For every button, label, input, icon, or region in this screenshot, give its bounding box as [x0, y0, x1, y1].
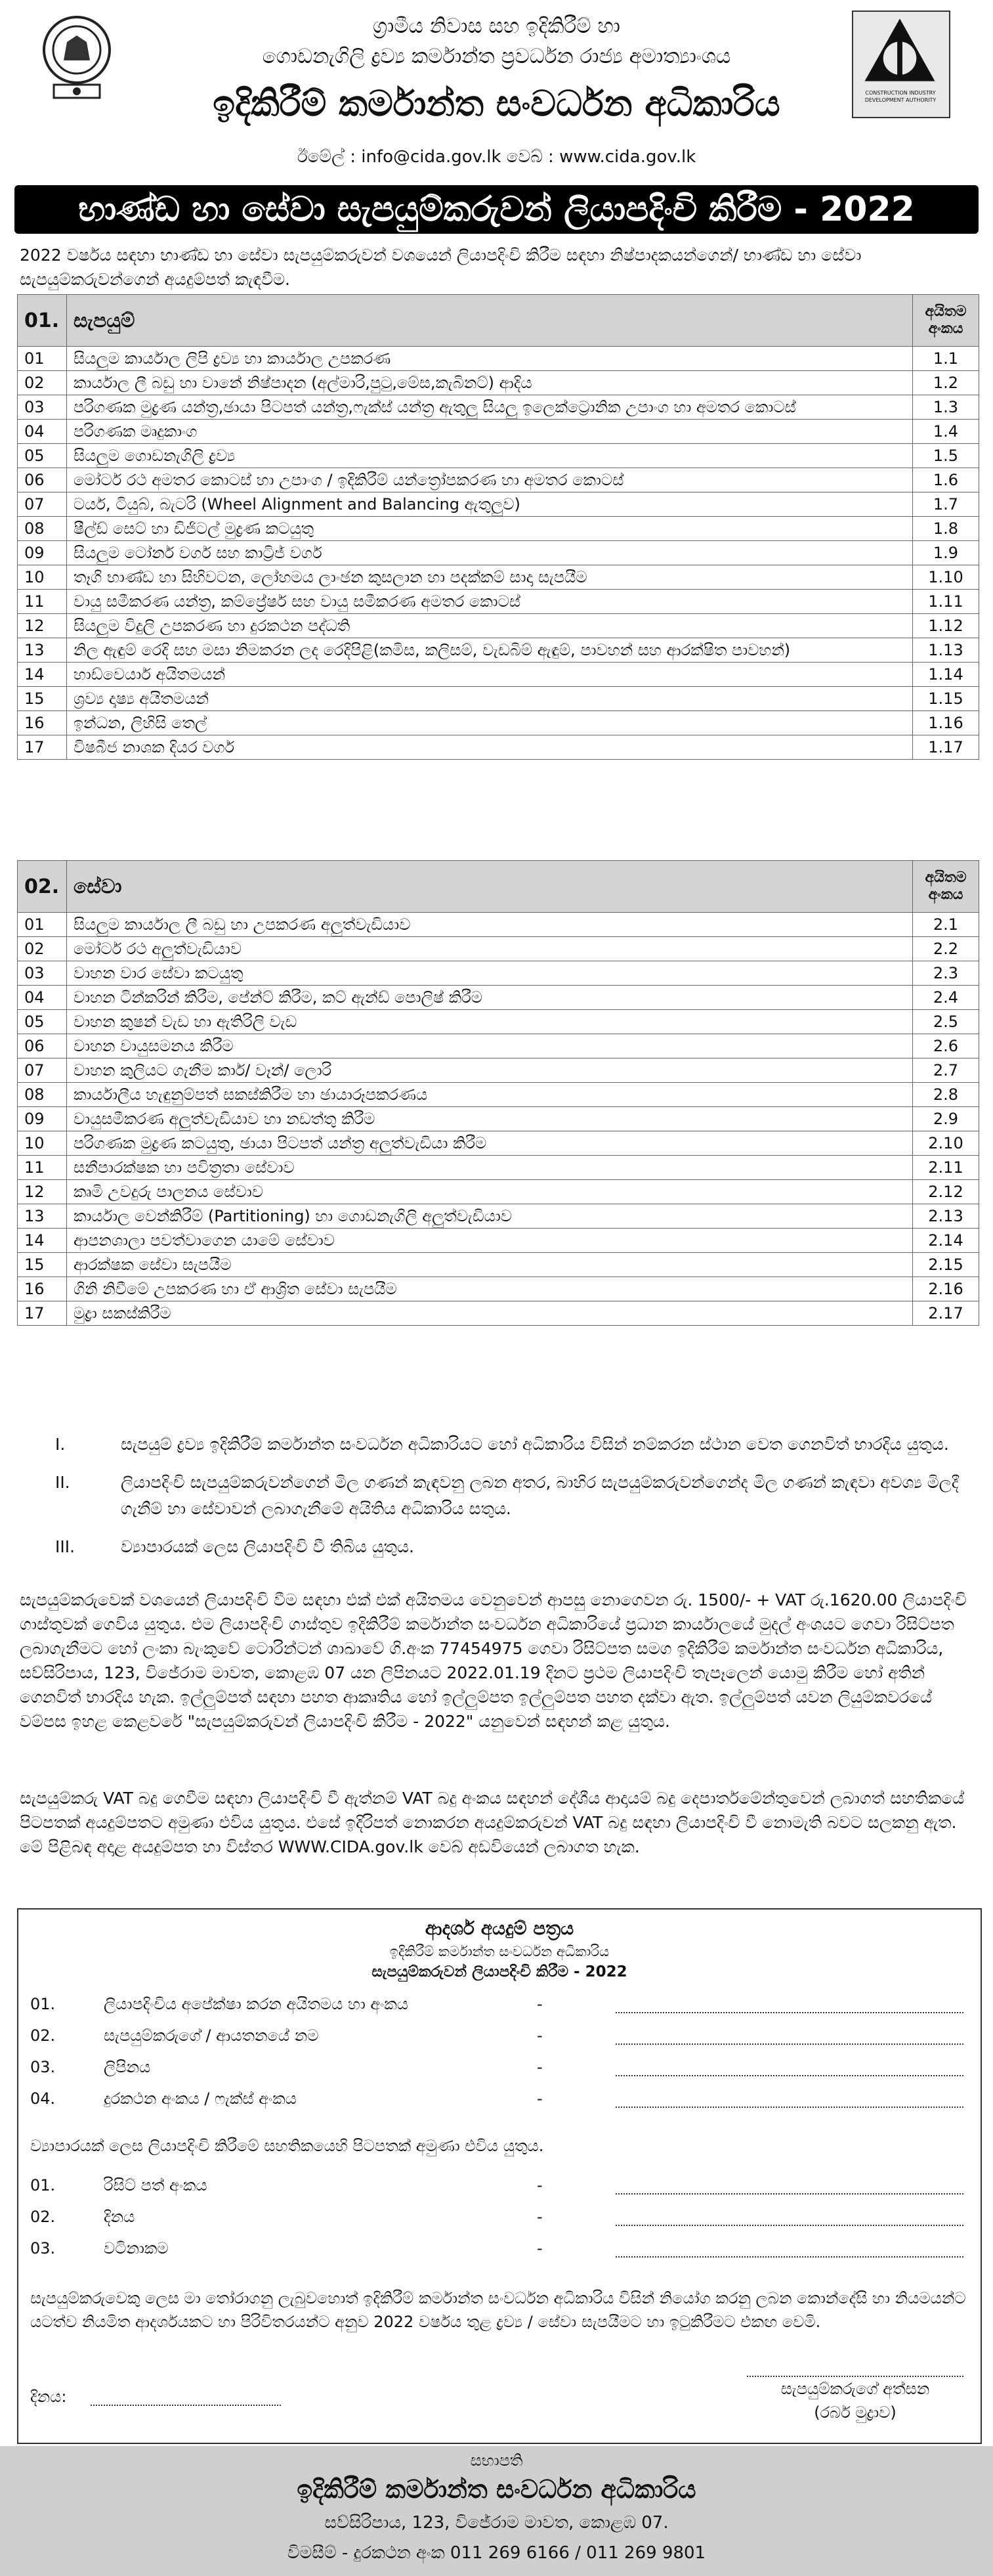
row-number: 06: [18, 1034, 67, 1059]
item-code: 1.4: [913, 420, 979, 444]
item-code: 1.16: [913, 711, 979, 735]
row-number: 02: [18, 937, 67, 961]
footer: [0, 2446, 993, 2576]
form-row-input-line[interactable]: [616, 2075, 963, 2076]
row-description: සියලුම විදුලි උපකරණ හා දුරකථන පද්ධති: [67, 614, 913, 638]
item-code: 1.7: [913, 492, 979, 517]
table-row: [18, 1180, 979, 1204]
row-number: 08: [18, 1083, 67, 1107]
row-number: 04: [18, 986, 67, 1010]
row-number: 05: [18, 444, 67, 468]
item-code: 2.8: [913, 1083, 979, 1107]
table-row: [18, 1083, 979, 1107]
form-seal-label: (රබර් මුද්‍රාව): [814, 2403, 897, 2422]
row-description: නිල ඇඳුම් රෙදි සහ මසා නිමකරන ලද රෙදිපිළි(කමිස, කලිසම්, වැඩබිම් ඇඳුම්, පාවහන් සහ ආරක්ෂිත පාවහන්): [67, 638, 913, 663]
form-row-input-line[interactable]: [616, 2043, 963, 2045]
row-description: වාහන වායුසමනය කිරීම: [67, 1034, 913, 1059]
item-code: 1.15: [913, 687, 979, 711]
table-row: [18, 590, 979, 614]
row-description: වාහන වාර සේවා කටයුතු: [67, 961, 913, 986]
cida-logo-icon: [853, 12, 946, 89]
intro-text: 2022 වර්ෂය සඳහා භාණ්ඩ හා සේවා සැපයුම්කරුවන් වශයෙන් ලියාපදිංචි කිරීම සඳහා නිෂ්පාදකයන්ගෙන්/ භාණ්ඩ හා සේවා සැපයුම්කරුවන්ගෙන් අයදුම්පත් කැඳවීම.: [20, 246, 862, 289]
item-code: 2.13: [913, 1204, 979, 1229]
form-row-label: රිසිට් පත් අංකය: [104, 2176, 207, 2194]
row-number: 02: [18, 371, 67, 395]
row-number: 09: [18, 541, 67, 565]
table-row: [18, 937, 979, 961]
row-number: 17: [18, 1301, 67, 1326]
note-text: ව්‍යාපාරයක් ලෙස ලියාපදිංචි වී තිබිය යුතුය.: [121, 1537, 414, 1556]
row-number: 08: [18, 517, 67, 541]
table-row: [18, 1301, 979, 1326]
row-description: ආපනශාලා පවත්වාගෙන යාමේ සේවාව: [67, 1229, 913, 1253]
row-number: 12: [18, 1180, 67, 1204]
row-description: කෘමි උවදුරු පාලනය සේවාව: [67, 1180, 913, 1204]
form-subtitle: ඉදිකිරීම් කර්මාන්ත සංවර්ධන අධිකාරිය: [389, 1944, 610, 1959]
row-number: 06: [18, 468, 67, 492]
item-code: 1.14: [913, 663, 979, 687]
row-number: 13: [18, 638, 67, 663]
row-description: වාහන ටින්කරින් කිරීම, පේන්ට් කිරීම, කට් ඇන්ඩ් පොලිෂ් කිරීම: [67, 986, 913, 1010]
row-number: 10: [18, 565, 67, 590]
row-description: ඉන්ධන, ලිහිසි තෙල්: [67, 711, 913, 735]
form-row-dash: -: [537, 2176, 543, 2194]
form-row-dash: -: [537, 1995, 543, 2013]
row-description: කාර්යාල ලී බඩු හා වානේ නිෂ්පාදන (අල්මාරි,පුටු,මේස,කැබිනට්) ආදිය: [67, 371, 913, 395]
item-code: 2.9: [913, 1107, 979, 1131]
table-row: [18, 565, 979, 590]
supplies-code-header: අයිතම අංකය: [913, 295, 979, 347]
page-banner: භාණ්ඩ හා සේවා සැපයුම්කරුවන් ලියාපදිංචි කිරීම - 2022: [14, 185, 979, 234]
item-code: 2.1: [913, 913, 979, 937]
row-description: තෑගි භාණ්ඩ හා සිහිවටන, ලෝහමය ලාංඡන කුසලාන හා පදක්කම් සාදා සැපයීම: [67, 565, 913, 590]
form-row-number: 02.: [30, 2208, 56, 2226]
row-number: 15: [18, 687, 67, 711]
form-row-label: දුරකථන අංකය / ෆැක්ස් අංකය: [104, 2089, 297, 2108]
table-row: [18, 1204, 979, 1229]
table-row: [18, 711, 979, 735]
note-numeral: III.: [55, 1537, 75, 1556]
row-description: මුද්‍රා සකස්කිරීම: [67, 1301, 913, 1326]
note-item: [55, 1534, 974, 1560]
form-row-label: ලියාපදිංචිය අපේක්ෂා කරන අයිතමය හා අංකය: [104, 1995, 409, 2013]
row-description: කාර්යාලීය හැඳුනුම්පත් සකස්කිරීම හා ඡායාරූපකරණය: [67, 1083, 913, 1107]
table-row: [18, 913, 979, 937]
row-description: හාඩ්වෙයාර් අයිතමයන්: [67, 663, 913, 687]
form-signature-label: සැපයුම්කරුගේ අත්සන: [780, 2380, 930, 2398]
item-code: 1.9: [913, 541, 979, 565]
item-code: 1.17: [913, 735, 979, 760]
row-number: 07: [18, 492, 67, 517]
row-number: 01: [18, 347, 67, 371]
row-number: 01: [18, 913, 67, 937]
row-number: 15: [18, 1253, 67, 1277]
footer-phones: විමසීම් - දුරකථන අංක 011 269 6166 / 011 269 9801: [287, 2543, 706, 2563]
note-numeral: II.: [55, 1473, 70, 1492]
row-number: 11: [18, 1156, 67, 1180]
form-row-dash: -: [537, 2089, 543, 2108]
table-row: [18, 444, 979, 468]
sample-application-form: [17, 1908, 982, 2444]
table-row: [18, 420, 979, 444]
row-description: සියලුම ගොඩනැගිලි ද්‍රව්‍ය: [67, 444, 913, 468]
form-row-label: ලිපිනය: [104, 2058, 151, 2076]
row-description: ෂීල්ඩ් සෙට් හා ඩිජිටල් මුද්‍රණ කටයුතු: [67, 517, 913, 541]
item-code: 1.11: [913, 590, 979, 614]
form-signature-line[interactable]: [747, 2376, 963, 2377]
item-code: 1.6: [913, 468, 979, 492]
item-code: 2.15: [913, 1253, 979, 1277]
form-row-dash: -: [537, 2058, 543, 2076]
supplies-table: [17, 294, 979, 760]
table-row: [18, 735, 979, 760]
header: [0, 0, 993, 184]
row-description: මෝටර් රථ අමතර කොටස් හා උපාංග / ඉදිකිරීම් යන්ත්‍රෝපකරණ හා අමතර කොටස්: [67, 468, 913, 492]
note-item: [55, 1431, 974, 1458]
services-header-row: [18, 861, 979, 913]
item-code: 2.11: [913, 1156, 979, 1180]
form-row-dash: -: [537, 2239, 543, 2258]
services-code-header: අයිතම අංකය: [913, 861, 979, 913]
row-description: වායුසමීකරණ අලුත්වැඩියාව හා නඩත්තු කිරීම: [67, 1107, 913, 1131]
row-number: 05: [18, 1010, 67, 1034]
row-number: 13: [18, 1204, 67, 1229]
form-row-number: 02.: [30, 2026, 56, 2045]
row-number: 10: [18, 1131, 67, 1156]
table-row: [18, 663, 979, 687]
row-description: විෂබීජ නාශක දියර වර්ග: [67, 735, 913, 760]
form-row-dash: -: [537, 2208, 543, 2226]
item-code: 1.10: [913, 565, 979, 590]
row-description: ගිනි නිවීමේ උපකරණ හා ඒ ආශ්‍රිත සේවා සැපයීම: [67, 1277, 913, 1301]
footer-authority: ඉදිකිරීම් කර්මාන්ත සංවර්ධන අධිකාරිය: [297, 2475, 696, 2504]
item-code: 2.2: [913, 937, 979, 961]
item-code: 1.1: [913, 347, 979, 371]
cida-logo-caption: CONSTRUCTION INDUSTRY DEVELOPMENT AUTHORITY: [864, 90, 937, 103]
row-number: 16: [18, 711, 67, 735]
table-row: [18, 1277, 979, 1301]
item-code: 1.12: [913, 614, 979, 638]
form-row-number: 01.: [30, 1995, 56, 2013]
note-numeral: I.: [55, 1435, 66, 1454]
row-description: පරිගණක මුද්‍රණ යන්ත්‍ර,ඡායා පිටපත් යන්ත්‍ර,ෆැක්ස් යන්ත්‍ර ඇතුලු සියලු ඉලෙක්ට්‍රොනික උපාංග හා අමතර කොටස්: [67, 395, 913, 420]
item-code: 1.3: [913, 395, 979, 420]
ministry-line-1: ග්‍රාමීය නිවාස සහ ඉදිකිරීම් හා: [373, 14, 620, 38]
table-row: [18, 371, 979, 395]
row-number: 16: [18, 1277, 67, 1301]
row-description: සියලුම කාර්යාල ලිපි ද්‍රව්‍ය හා කාර්යාල උපකරණ: [67, 347, 913, 371]
supplies-section-number: 01.: [18, 295, 67, 347]
item-code: 1.5: [913, 444, 979, 468]
footer-chair: සභාපති: [470, 2451, 523, 2470]
row-number: 03: [18, 395, 67, 420]
table-row: [18, 1253, 979, 1277]
row-description: පරිගණක මුද්‍රණ කටයුතු, ඡායා පිටපත් යන්ත්‍ර අලුත්වැඩියා කිරීම: [67, 1131, 913, 1156]
form-row-label: දිනය: [104, 2208, 135, 2226]
form-row-label: සැපයුම්කරුගේ / ආයතනයේ නම: [104, 2026, 319, 2045]
row-description: වායු සමීකරණ යන්ත්‍ර, කම්ප්‍රේෂර් සහ වායු සමීකරණ අමතර කොටස්: [67, 590, 913, 614]
table-row: [18, 1010, 979, 1034]
row-number: 14: [18, 1229, 67, 1253]
form-row-dash: -: [537, 2026, 543, 2045]
form-row-input-line[interactable]: [616, 2256, 963, 2258]
supplies-header-row: [18, 295, 979, 347]
item-code: 2.5: [913, 1010, 979, 1034]
row-number: 09: [18, 1107, 67, 1131]
table-row: [18, 961, 979, 986]
row-number: 11: [18, 590, 67, 614]
row-description: සනීපාරක්ෂක හා පවිත්‍රතා සේවාව: [67, 1156, 913, 1180]
services-section-title: සේවා: [67, 861, 913, 913]
table-row: [18, 492, 979, 517]
row-number: 04: [18, 420, 67, 444]
contact-line: ඊමේල් : info@cida.gov.lk වෙබ් : www.cida.gov.lk: [297, 147, 696, 167]
table-row: [18, 1131, 979, 1156]
item-code: 2.3: [913, 961, 979, 986]
note-text: ලියාපදිංචි සැපයුම්කරුවන්ගෙන් මිල ගණන් කැඳවනු ලබන අතර, බාහිර සැපයුම්කරුවන්ගෙන්ද මිල ගණන් කැඳවා අවශ්‍ය මිලදී ගැනීම් හා සේවාවන් ලබාගැනීමේ අයිතිය අධිකාරිය සතුය.: [121, 1473, 959, 1518]
row-description: සියලුම කාර්යාල ලී බඩු හා උපකරණ අලුත්වැඩියාව: [67, 913, 913, 937]
form-row-input-line[interactable]: [616, 2193, 963, 2194]
table-row: [18, 1107, 979, 1131]
row-description: කාර්යාල වෙන්කිරීම් (Partitioning) හා ගොඩනැගිලි අලුත්වැඩියාව: [67, 1204, 913, 1229]
form-row-number: 01.: [30, 2176, 56, 2194]
table-row: [18, 1059, 979, 1083]
ministry-line-2: ගොඩනැගිලි ද්‍රව්‍ය කර්මාන්ත ප්‍රවර්ධන රාජ්‍ය අමාත්‍යාංශය: [262, 45, 731, 68]
supplies-section-title: සැපයුම්: [67, 295, 913, 347]
table-row: [18, 517, 979, 541]
row-description: වාහන කුලියට ගැනීම කාර්/ වෑන්/ ලොරි: [67, 1059, 913, 1083]
row-description: ටයර්, ටියුබ්, බැටරි (Wheel Alignment and Balancing ඇතුලුව): [67, 492, 913, 517]
row-description: පරිගණක මෘදුකාංග: [67, 420, 913, 444]
services-table: [17, 860, 979, 1326]
table-row: [18, 1229, 979, 1253]
table-row: [18, 541, 979, 565]
form-declaration: සැපයුම්කරුවෙකු ලෙස මා තෝරාගනු ලැබුවහොත් ඉදිකිරීම් කර්මාන්ත සංවර්ධන අධිකාරිය විසින් නියෝග කරනු ලබන කොන්දේසි හා නියමයන්ට යටත්ව නියමිත ආදර්ශයකට හා පිරිවිතරයන්ට අනුව 2022 වර්ෂය තුළ ද්‍රව්‍ය / සේවා සැපයීමට හා ඉටුකිරීමට එකඟ වෙමි.: [30, 2289, 966, 2331]
table-row: [18, 986, 979, 1010]
item-code: 1.8: [913, 517, 979, 541]
row-description: මෝටර් රථ අලුත්වැඩියාව: [67, 937, 913, 961]
row-number: 03: [18, 961, 67, 986]
row-number: 14: [18, 663, 67, 687]
item-code: 1.13: [913, 638, 979, 663]
form-subtitle-2: සැපයුම්කරුවන් ලියාපදිංචි කිරීම - 2022: [371, 1963, 627, 1980]
row-number: 07: [18, 1059, 67, 1083]
item-code: 2.6: [913, 1034, 979, 1059]
item-code: 2.10: [913, 1131, 979, 1156]
form-row-number: 03.: [30, 2058, 56, 2076]
vat-paragraph: සැපයුම්කරු VAT බදු ගෙවීම සඳහා ලියාපදිංචි වී ඇත්නම් VAT බදු අංකය සඳහන් දේශීය ආදායම් බදු දෙපාර්තමේන්තුවෙන් ලබාගත් සහතිකයේ පිටපතක් අයදුම්පතට අමුණා එවිය යුතුය. එසේ ඉදිරිපත් නොකරන අයදුම්කරුවන් VAT බදු සඳහා ලියාපදිංචි වී නොමැති බවට සලකනු ඇත. මේ පිළිබඳ අදාළ අයදුම්පත හා විස්තර WWW.CIDA.gov.lk වෙබ් අඩවියෙන් ලබාගත හැක.: [20, 1789, 965, 1856]
form-row-number: 03.: [30, 2239, 56, 2258]
services-section-number: 02.: [18, 861, 67, 913]
form-row-input-line[interactable]: [616, 2225, 963, 2226]
form-row-input-line[interactable]: [616, 2012, 963, 2013]
note-item: [55, 1470, 974, 1522]
cida-logo: [852, 11, 950, 118]
form-title: ආදර්ශ අයදුම් පත්‍රය: [425, 1917, 574, 1939]
table-row: [18, 687, 979, 711]
table-row: [18, 1034, 979, 1059]
table-row: [18, 395, 979, 420]
table-row: [18, 347, 979, 371]
row-description: ආරක්ෂක සේවා සැපයීම: [67, 1253, 913, 1277]
item-code: 2.17: [913, 1301, 979, 1326]
form-date-input-line[interactable]: [91, 2405, 281, 2406]
item-code: 1.2: [913, 371, 979, 395]
table-row: [18, 614, 979, 638]
row-description: සියලුම ටෝනර් වර්ග සහ කාට්‍රිජ් වර්ග: [67, 541, 913, 565]
row-number: 12: [18, 614, 67, 638]
item-code: 2.14: [913, 1229, 979, 1253]
item-code: 2.7: [913, 1059, 979, 1083]
registration-fee-paragraph: සැපයුම්කරුවෙක් වශයෙන් ලියාපදිංචි වීම සඳහා එක් එක් අයිතමය වෙනුවෙන් ආපසු නොගෙවන රු. 1500/- + VAT රු.1620.00 ලියාපදිංචි ගාස්තුවක් ගෙවිය යුතුය. එම ලියාපදිංචි ගාස්තුව ඉදිකිරීම් කර්මාන්ත සංවර්ධන අධිකාරියේ ප්‍රධාන කාර්යාලයේ මුදල් අංශයට ගෙවා රිසිට්පත ලබාගැනීමට හෝ ලංකා බැංකුවේ ටොරින්ටන් ශාඛාවේ ගි.අංක 77454975 ගෙවා රිසිට්පත සමග ඉදිකිරීම් කර්මාන්ත සංවර්ධන අධිකාරිය, සව්සිරිපාය, 123, විජේරාම මාවත, කොළඹ 07 යන ලිපිනයට 2022.01.19 දිනට ප්‍රථම ලියාපදිංචි තැපෑලෙන් යොමු කිරීම හෝ අතින් ගෙනවිත් භාරදිය හැක. ඉල්ලුම්පත් සඳහා පහත ආකෘතිය හෝ ඉල්ලුම්පත ඉල්ලුම්පත පහත දක්වා ඇත. ඉල්ලුම්පත් යවන ලියුම්කවරයේ වම්පස ඉහළ කෙළවරේ "සැපයුම්කරුවන් ලියාපදිංචි කිරීම - 2022" යනුවෙන් සඳහන් කළ යුතුය.: [20, 1590, 967, 1731]
form-date-label: දිනය:: [30, 2388, 67, 2406]
row-description: ශ්‍රව්‍ය දෘෂ්‍ය අයිතමයන්: [67, 687, 913, 711]
item-code: 2.16: [913, 1277, 979, 1301]
table-row: [18, 468, 979, 492]
note-text: සැපයුම් ද්‍රව්‍ය ඉදිකිරීම් කර්මාන්ත සංවර්ධන අධිකාරියට හෝ අධිකාරිය විසින් නම්කරන ස්ථාන වෙත ගෙනවිත් භාරදිය යුතුය.: [121, 1435, 949, 1454]
form-row-input-line[interactable]: [616, 2107, 963, 2108]
table-row: [18, 638, 979, 663]
notes-list: [55, 1431, 974, 1572]
item-code: 2.12: [913, 1180, 979, 1204]
table-row: [18, 1156, 979, 1180]
authority-title: ඉදිකිරීම් කර්මාන්ත සංවර්ධන අධිකාරිය: [213, 83, 780, 124]
footer-address: සව්සිරිපාය, 123, විජේරාම මාවත, කොළඹ 07.: [324, 2513, 669, 2533]
row-number: 17: [18, 735, 67, 760]
item-code: 2.4: [913, 986, 979, 1010]
form-row-number: 04.: [30, 2089, 56, 2108]
form-row-label: වටිනාකම: [104, 2239, 169, 2258]
row-description: වාහන කුෂන් වැඩ හා ඇතිරිලි වැඩ: [67, 1010, 913, 1034]
form-mid-text: ව්‍යාපාරයක් ලෙස ලියාපදිංචි කිරීමේ සහතිකයෙහි පිටපතක් අමුණා එවිය යුතුය.: [30, 2137, 544, 2155]
